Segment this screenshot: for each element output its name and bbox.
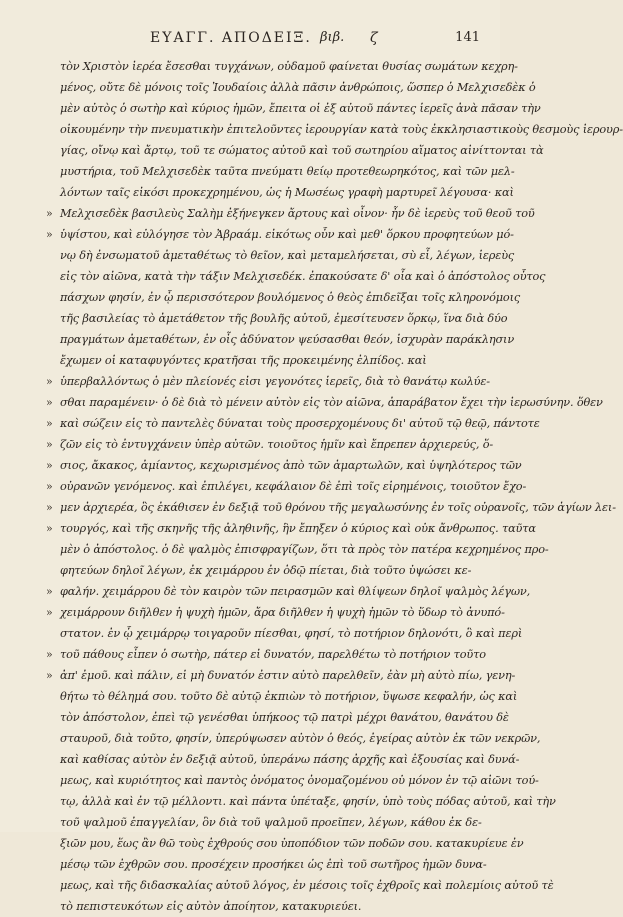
line-text: μέσῳ τῶν ἐχθρῶν σου. προσέχειν προσήκει ὡς ἐπὶ τοῦ σωτῆρος ἡμῶν δυνα- [60, 858, 487, 871]
text-line [46, 644, 486, 665]
text-line [60, 245, 515, 266]
text-line [60, 770, 539, 791]
text-line [46, 665, 516, 686]
text-line [60, 182, 514, 203]
text-line [46, 602, 505, 623]
quotation-marker: » [46, 606, 53, 619]
line-text: πάσχων φησίν, ἐν ᾧ περισσότερον βουλόμενος ὁ θεὸς ἐπιδεῖξαι τοῖς κληρονόμοις [60, 291, 521, 304]
text-line [60, 161, 515, 182]
line-text: οὐρανῶν γενόμενος. καὶ ἐπιλέγει, κεφάλαιον δὲ ἐπὶ τοῖς εἰρημένοις, τοιοῦτον ἔχο- [60, 480, 527, 493]
text-line [60, 854, 487, 875]
text-line [60, 749, 520, 770]
line-text: ὑπερβαλλόντως ὁ μὲν πλείονές εἰσι γεγονότες ἱερεῖς, διὰ τὸ θανάτῳ κωλύε- [60, 375, 490, 388]
text-line [46, 203, 535, 224]
text-line [60, 56, 518, 77]
text-line [46, 497, 616, 518]
text-line [60, 686, 518, 707]
body-text [46, 56, 623, 917]
quotation-marker: » [46, 207, 53, 220]
page-header [150, 30, 480, 52]
line-text: ἔχωμεν οἱ καταφυγόντες κρατῆσαι τῆς προκειμένης ἐλπίδος. καὶ [60, 354, 427, 367]
quotation-marker: » [46, 585, 53, 598]
text-line [60, 119, 623, 140]
line-text: στατον. ἐν ᾧ χειμάρρῳ τοιγαροῦν πίεσθαι, φησί, τὸ ποτήριον δηλονότι, ὃ καὶ περὶ [60, 627, 523, 640]
text-line [60, 140, 544, 161]
line-text: γίας, οἴνῳ καὶ ἄρτῳ, τοῦ τε σώματος αὐτοῦ καὶ τοῦ σωτηρίου αἵματος αἰνίττονται τὰ [60, 144, 544, 157]
text-line [46, 476, 527, 497]
text-line [60, 98, 541, 119]
line-text: μὲν αὐτὸς ὁ σωτὴρ καὶ κύριος ἡμῶν, ἔπειτα οἱ ἐξ αὐτοῦ πάντες ἱερεῖς ἀνὰ πᾶσαν τὴν [60, 102, 541, 115]
chapter-mark: ζ [370, 30, 378, 46]
line-text: καὶ καθίσας αὐτὸν ἐν δεξιᾷ αὐτοῦ, ὑπεράνω πάσης ἀρχῆς καὶ ἐξουσίας καὶ δυνά- [60, 753, 520, 766]
line-text: ξιῶν μου, ἕως ἂν θῶ τοὺς ἐχθρούς σου ὑποπόδιον τῶν ποδῶν σου. κατακυρίευε ἐν [60, 837, 524, 850]
text-line [60, 539, 549, 560]
line-text: μὲν ὁ ἀπόστολος. ὁ δὲ ψαλμὸς ἐπισφραγίζων, ὅτι τὰ πρὸς τὸν πατέρα κεχρημένος προ- [60, 543, 549, 556]
quotation-marker: » [46, 480, 53, 493]
line-text: μυστήρια, τοῦ Μελχισεδὲκ ταῦτα πνεύματι θείῳ προτεθεωρηκότος, καὶ τῶν μελ- [60, 165, 515, 178]
line-text: τῆς βασιλείας τὸ ἀμετάθετον τῆς βουλῆς αὐτοῦ, ἐμεσίτευσεν ὅρκῳ, ἵνα διὰ δύο [60, 312, 508, 325]
line-text: σιος, ἄκακος, ἀμίαντος, κεχωρισμένος ἀπὸ τῶν ἁμαρτωλῶν, καὶ ὑψηλότερος τῶν [60, 459, 522, 472]
quotation-marker: » [46, 669, 53, 682]
text-line [46, 413, 540, 434]
text-line [60, 77, 536, 98]
quotation-marker: » [46, 417, 53, 430]
quotation-marker: » [46, 228, 53, 241]
line-text: τουργός, καὶ τῆς σκηνῆς τῆς ἀληθινῆς, ἣν ἔπηξεν ὁ κύριος καὶ οὐκ ἄνθρωπος. ταῦτα [60, 522, 536, 535]
book-abbreviation: βιβ. [320, 30, 345, 45]
text-line [60, 266, 546, 287]
text-line [60, 896, 472, 917]
text-line [60, 623, 523, 644]
page-number: 141 [455, 30, 480, 45]
text-line [60, 350, 472, 371]
text-line [60, 728, 541, 749]
text-line [46, 455, 522, 476]
line-text: μεως, καὶ κυριότητος καὶ παντὸς ὀνόματος ὀνομαζομένου οὐ μόνον ἐν τῷ αἰῶνι τού- [60, 774, 539, 787]
line-text: ὑψίστου, καὶ εὐλόγησε τὸν Ἀβραάμ. εἰκότως οὖν καὶ μεθ' ὅρκου προφητεύων μό- [60, 228, 514, 241]
quotation-marker: » [46, 396, 53, 409]
quotation-marker: » [46, 438, 53, 451]
line-text: τὸν Χριστὸν ἱερέα ἔσεσθαι τυγχάνων, οὐδαμοῦ φαίνεται θυσίας σωμάτων κεχρη- [60, 60, 518, 73]
line-text: ἀπ' ἐμοῦ. καὶ πάλιν, εἰ μὴ δυνατόν ἐστιν αὐτὸ παρελθεῖν, ἐὰν μὴ αὐτὸ πίω, γενη- [60, 669, 516, 682]
line-text: πραγμάτων ἀμεταθέτων, ἐν οἷς ἀδύνατον ψεύσασθαι θεόν, ἰσχυρὰν παράκλησιν [60, 333, 515, 346]
text-line [46, 371, 490, 392]
line-text: χειμάρρουν διῆλθεν ἡ ψυχὴ ἡμῶν, ἄρα διῆλθεν ἡ ψυχὴ ἡμῶν τὸ ὕδωρ τὸ ἀνυπό- [60, 606, 505, 619]
line-text: εἰς τὸν αἰῶνα, κατὰ τὴν τάξιν Μελχισεδέκ. ἐπακούσατε δ' οἷα καὶ ὁ ἀπόστολος οὗτος [60, 270, 546, 283]
line-text: οἰκουμένην τὴν πνευματικὴν ἐπιτελοῦντες ἱερουργίαν κατὰ τοὺς ἐκκλησιαστικοὺς θεσμοὺς ἱερουρ- [60, 123, 623, 136]
line-text: σταυροῦ, διὰ τοῦτο, φησίν, ὑπερύψωσεν αὐτὸν ὁ θεός, ἐγείρας αὐτὸν ἐκ τῶν νεκρῶν, [60, 732, 541, 745]
text-line [46, 224, 514, 245]
text-line [60, 560, 472, 581]
quotation-marker: » [46, 522, 53, 535]
line-text: νῳ δὴ ἐνσωματοῦ ἀμεταθέτως τὸ θεῖον, καὶ μεταμελήσεται, σὺ εἶ, λέγων, ἱερεὺς [60, 249, 515, 262]
text-line [60, 875, 554, 896]
text-line [46, 434, 494, 455]
text-line [60, 308, 508, 329]
text-line [60, 791, 556, 812]
quotation-marker: » [46, 459, 53, 472]
text-line [60, 833, 524, 854]
text-line [60, 707, 509, 728]
line-text: καὶ σώζειν εἰς τὸ παντελὲς δύναται τοὺς προσερχομένους δι' αὐτοῦ τῷ θεῷ, πάντοτε [60, 417, 540, 430]
line-text: τοῦ ψαλμοῦ ἐπαγγελίαν, ὃν διὰ τοῦ ψαλμοῦ προεῖπεν, λέγων, κάθου ἐκ δε- [60, 816, 482, 829]
line-text: σθαι παραμένειν· ὁ δὲ διὰ τὸ μένειν αὐτὸν εἰς τὸν αἰῶνα, ἀπαράβατον ἔχει τὴν ἱερωσύνην. ὅθεν [60, 396, 603, 409]
line-text: μένος, οὔτε δὲ μόνοις τοῖς Ἰουδαίοις ἀλλὰ πᾶσιν ἀνθρώποις, ὥσπερ ὁ Μελχισεδὲκ ὁ [60, 81, 536, 94]
quotation-marker: » [46, 375, 53, 388]
line-text: φητεύων δηλοῖ λέγων, ἐκ χειμάρρου ἐν ὁδῷ πίεται, διὰ τοῦτο ὑψώσει κε- [60, 564, 472, 577]
line-text: μεν ἀρχιερέα, ὃς ἐκάθισεν ἐν δεξιᾷ τοῦ θρόνου τῆς μεγαλωσύνης ἐν τοῖς οὐρανοῖς, τῶν ἁγίων λει- [60, 501, 616, 514]
text-line [60, 812, 482, 833]
quotation-marker: » [46, 648, 53, 661]
quotation-marker: » [46, 501, 53, 514]
line-text: λόντων ταῖς εἰκόσι προκεχρημένου, ὡς ἡ Μωσέως γραφὴ μαρτυρεῖ λέγουσα· καὶ [60, 186, 514, 199]
text-line [60, 287, 521, 308]
line-text: τῳ, ἀλλὰ καὶ ἐν τῷ μέλλοντι. καὶ πάντα ὑπέταξε, φησίν, ὑπὸ τοὺς πόδας αὐτοῦ, καὶ τὴν [60, 795, 556, 808]
line-text: Μελχισεδὲκ βασιλεὺς Σαλὴμ ἐξήνεγκεν ἄρτους καὶ οἶνον· ἦν δὲ ἱερεὺς τοῦ θεοῦ τοῦ [60, 207, 535, 220]
line-text: τὸν ἀπόστολον, ἐπεὶ τῷ γενέσθαι ὑπήκοος τῷ πατρὶ μέχρι θανάτου, θανάτου δὲ [60, 711, 509, 724]
running-title: ΕΥΑΓΓ. ΑΠΟΔΕΙΞ. [150, 30, 312, 46]
line-text: τοῦ πάθους εἶπεν ὁ σωτὴρ, πάτερ εἰ δυνατόν, παρελθέτω τὸ ποτήριον τοῦτο [60, 648, 486, 661]
line-text: φαλήν. χειμάρρου δὲ τὸν καιρὸν τῶν πειρασμῶν καὶ θλίψεων δηλοῖ ψαλμὸς λέγων, [60, 585, 531, 598]
text-line [46, 392, 603, 413]
text-line [46, 581, 531, 602]
line-text: θήτω τὸ θέλημά σου. τοῦτο δὲ αὐτῷ ἐκπιὼν τὸ ποτήριον, ὕψωσε κεφαλήν, ὡς καὶ [60, 690, 518, 703]
text-line [60, 329, 515, 350]
line-text: τὸ πεπιστευκότων εἰς αὐτὸν ἀποίητον, κατακυριεύει. [60, 900, 362, 913]
line-text: ζῶν εἰς τὸ ἐντυγχάνειν ὑπὲρ αὐτῶν. τοιοῦτος ἡμῖν καὶ ἔπρεπεν ἀρχιερεύς, ὅ- [60, 438, 494, 451]
text-line [46, 518, 536, 539]
line-text: μεως, καὶ τῆς διδασκαλίας αὐτοῦ λόγος, ἐν μέσοις τοῖς ἐχθροῖς καὶ πολεμίοις αὐτοῦ τὲ [60, 879, 554, 892]
